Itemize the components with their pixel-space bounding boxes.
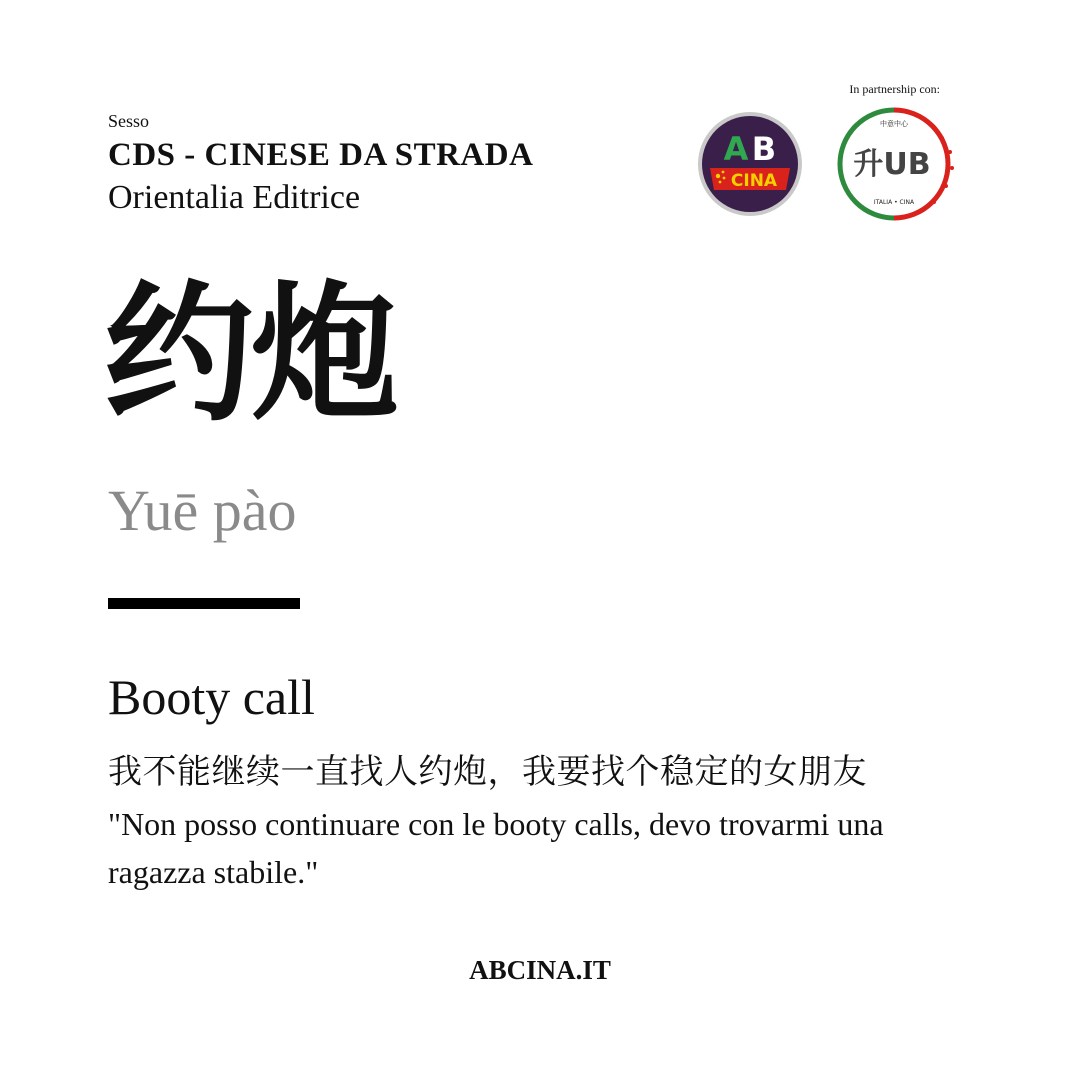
abcina-logo-letter-a: A bbox=[723, 130, 749, 168]
hub-logo bbox=[834, 104, 954, 224]
hub-logo-dot-icon bbox=[932, 200, 936, 204]
abcina-logo-star-icon bbox=[722, 171, 725, 174]
footer-website: ABCINA.IT bbox=[469, 955, 611, 985]
category-label: Sesso bbox=[108, 111, 150, 131]
hub-logo-bottom-text: ITALIA • CINA bbox=[873, 199, 915, 206]
abcina-logo bbox=[696, 110, 804, 218]
abcina-logo-star-icon bbox=[716, 174, 720, 178]
headword-hanzi: 约炮 bbox=[104, 268, 397, 442]
hub-logo-dot-icon bbox=[944, 184, 948, 188]
divider-bar bbox=[108, 598, 300, 609]
abcina-logo-disc bbox=[702, 116, 798, 212]
publisher-name: Orientalia Editrice bbox=[108, 179, 361, 216]
abcina-logo-cina: CINA bbox=[730, 171, 778, 191]
abcina-logo-letter-b: B bbox=[751, 130, 777, 168]
hub-logo-dot-icon bbox=[948, 150, 952, 154]
abcina-logo-star-icon bbox=[723, 177, 726, 180]
hub-logo-dot-icon bbox=[950, 166, 954, 170]
example-chinese: 我不能继续一直找人约炮，我要找个稳定的女朋友 bbox=[108, 752, 867, 792]
headword-pinyin: Yuē pào bbox=[108, 478, 297, 543]
partnership-label: In partnership con: bbox=[849, 82, 940, 96]
hub-logo-main-text: 升UB bbox=[853, 147, 931, 182]
meaning-text: Booty call bbox=[108, 669, 315, 725]
hub-logo-dot-icon bbox=[940, 136, 944, 140]
abcina-logo-star-icon bbox=[719, 181, 722, 184]
example-italian: "Non posso continuare con le booty calls, devo trovarmi una ragazza stabile." bbox=[108, 806, 884, 890]
series-title: CDS - CINESE DA STRADA bbox=[108, 137, 534, 173]
hub-logo-top-text: 中意中心 bbox=[880, 120, 908, 128]
